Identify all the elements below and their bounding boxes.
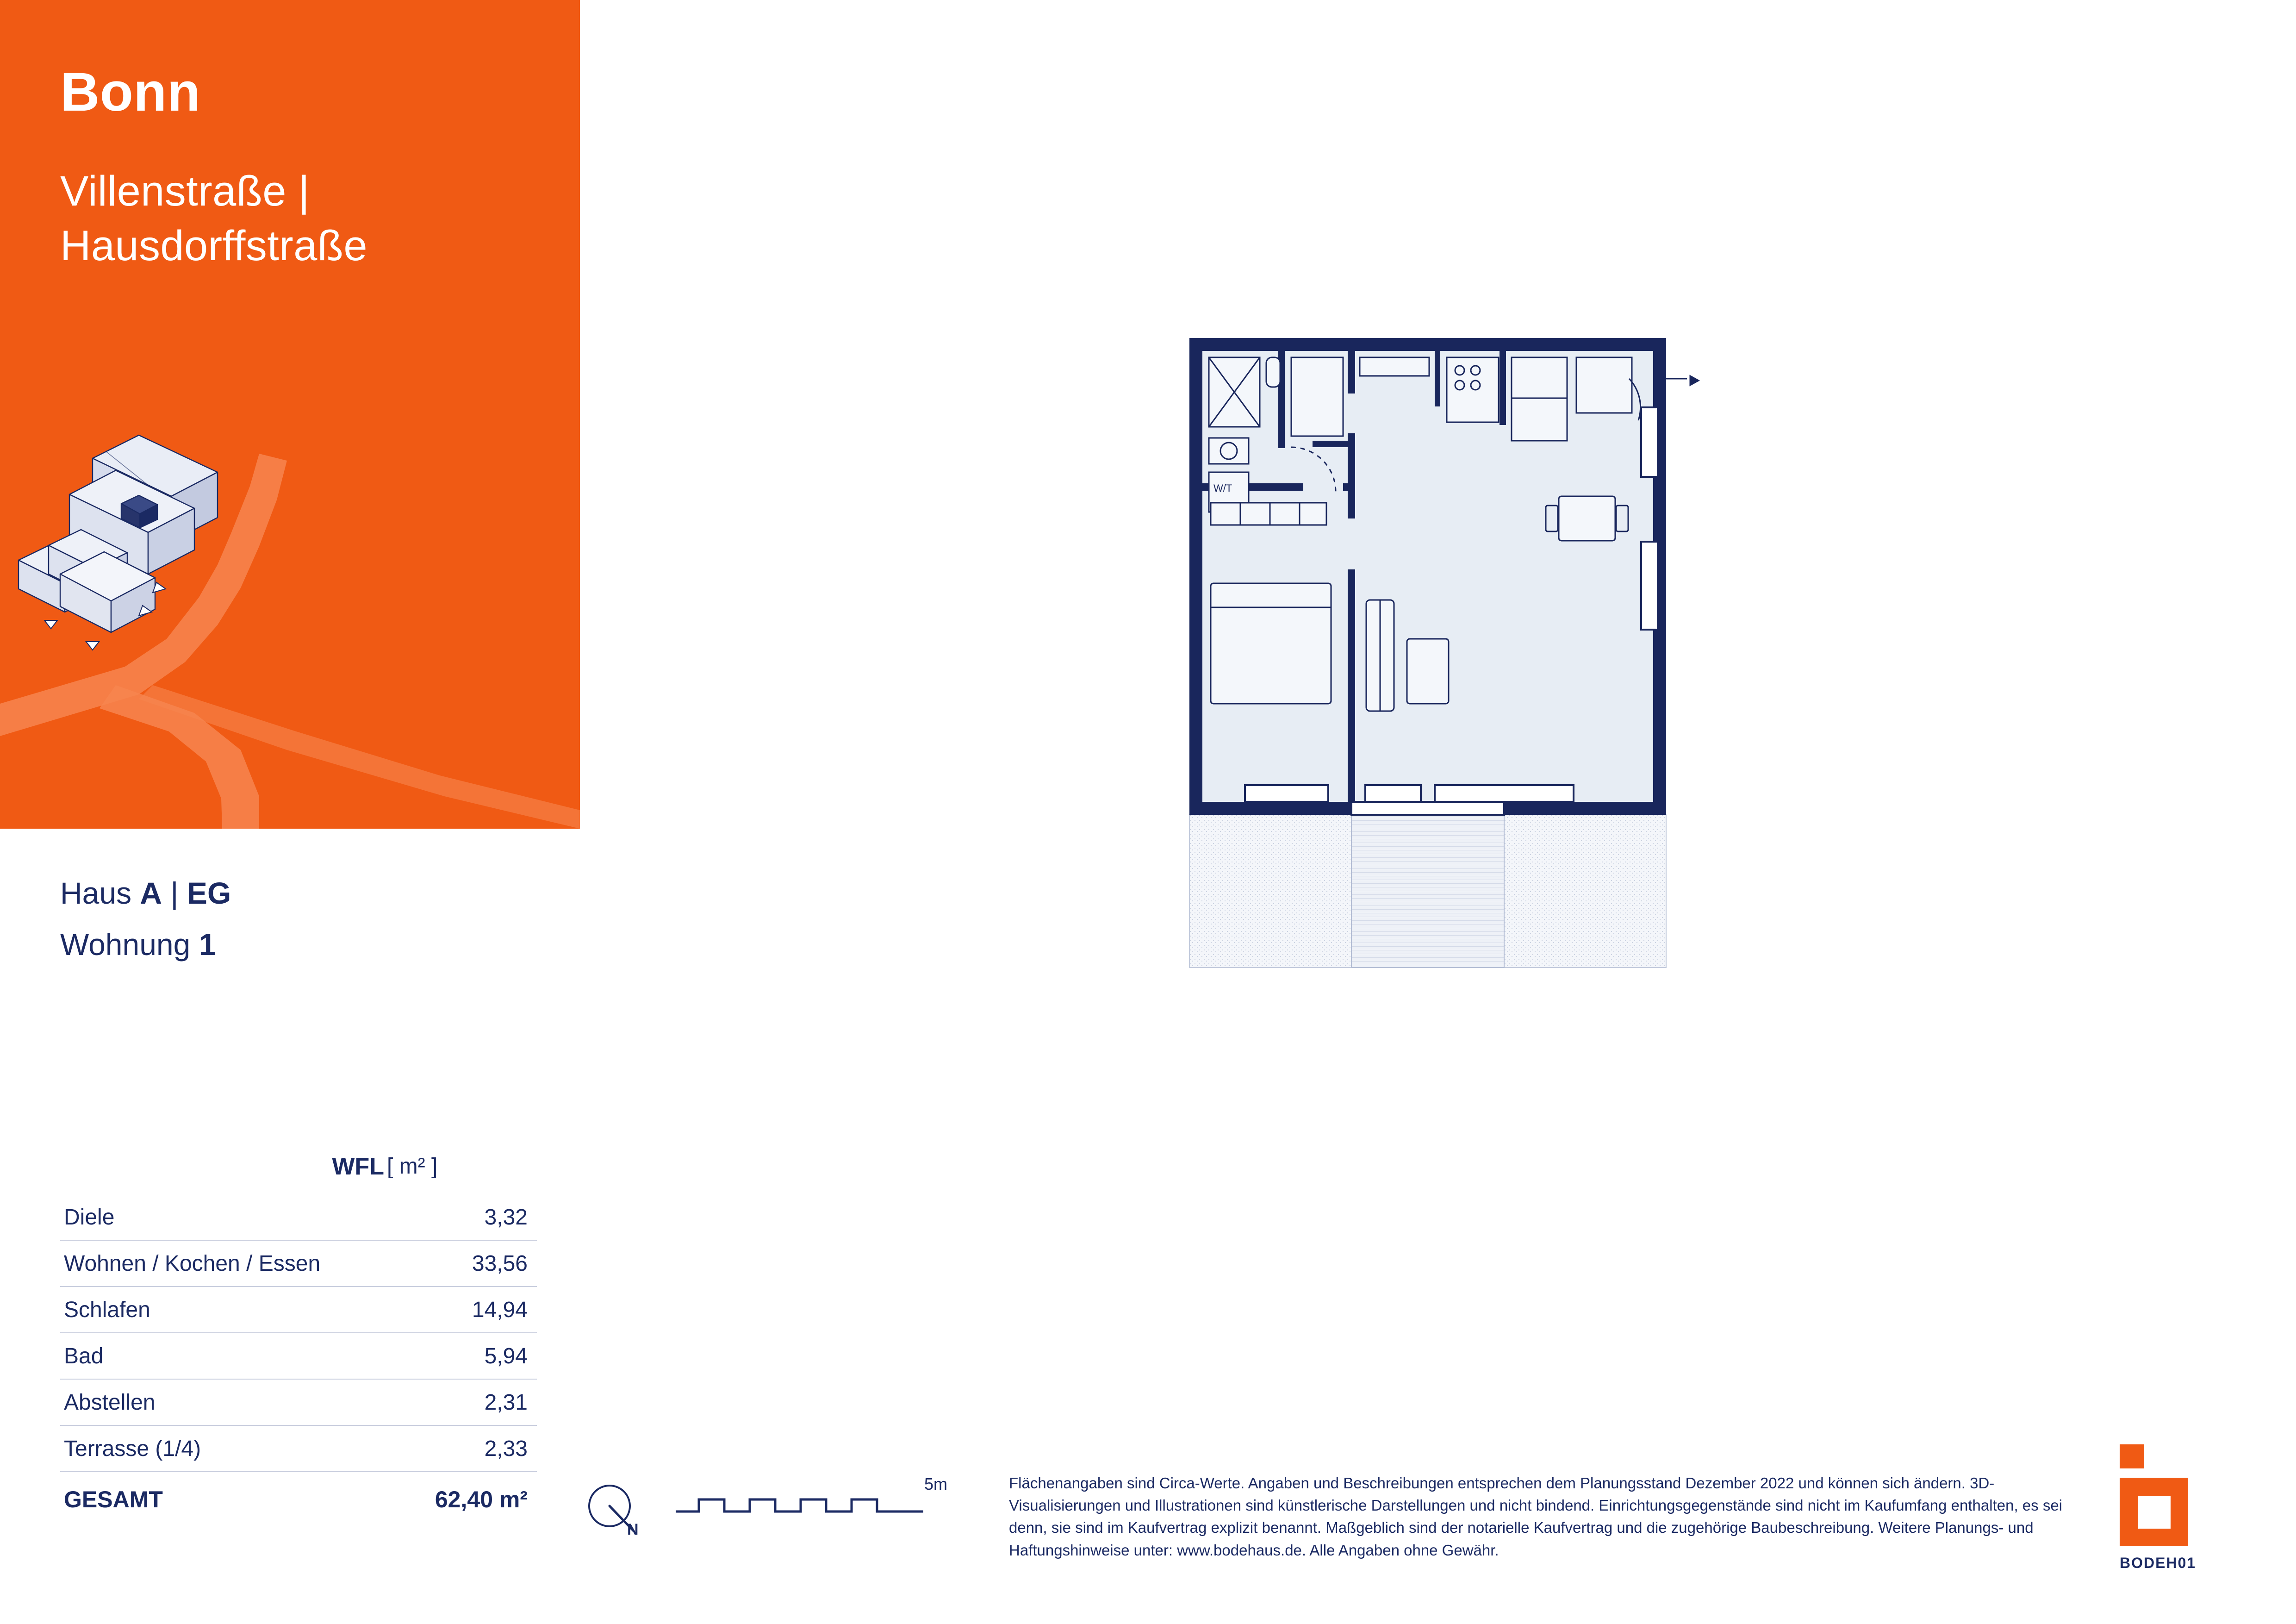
- street-line-2: Hausdorffstraße: [60, 222, 367, 269]
- terrace-door: [1351, 802, 1504, 815]
- scale-bar-icon: [671, 1479, 958, 1535]
- disclaimer-text: Flächenangaben sind Circa-Werte. Angaben und Beschreibungen entsprechen dem Planungsstand Dezember 2022 und können sich ändern. 3D-Visualisierungen und Illustrationen sind künstlerische Darstellungen und nicht bindend. Einrichtungsgegenstände sind nicht im Kaufumfang enthalten, es sei denn, sie sind im Kaufvertrag explizit benannt. Maßgeblich sind der notarielle Kaufvertrag und die zugehörige Baubeschreibung. Weitere Planungs- und Haftungshinweise unter: www.bodehaus.de. Alle Angaben ohne Gewähr.: [1009, 1474, 2063, 1559]
- area-table-header: [60, 1153, 537, 1194]
- caption-floor: EG: [187, 876, 231, 910]
- area-row-value: 5,94: [484, 1343, 528, 1368]
- area-row-value: 33,56: [472, 1251, 528, 1276]
- plan-caption: [60, 870, 231, 968]
- svg-text:W/T: W/T: [1213, 482, 1232, 494]
- area-row-value: 2,31: [484, 1390, 528, 1415]
- area-row-value: 2,33: [484, 1436, 528, 1461]
- logo-inner-square: [2138, 1496, 2171, 1529]
- area-row-name: Abstellen: [64, 1390, 156, 1415]
- caption-unit-number: 1: [199, 927, 216, 962]
- area-row-value: 3,32: [484, 1205, 528, 1230]
- caption-unit-line: [60, 922, 231, 968]
- street-line-1: Villenstraße |: [60, 168, 310, 215]
- area-total-row: [60, 1474, 537, 1525]
- hero-panel: [0, 0, 580, 829]
- table-row: [60, 1194, 537, 1241]
- page-subtitle-street: [60, 164, 367, 274]
- area-row-name: Diele: [64, 1205, 115, 1230]
- logo-wordmark: BODEH01: [2120, 1555, 2196, 1571]
- area-total-value: 62,40 m²: [435, 1487, 528, 1512]
- area-row-name: Bad: [64, 1343, 104, 1368]
- terrace-area: [1189, 815, 1666, 968]
- area-row-name: Terrasse (1/4): [64, 1436, 201, 1461]
- table-row: [60, 1426, 537, 1472]
- table-row: [60, 1380, 537, 1426]
- area-total-label: GESAMT: [64, 1487, 163, 1512]
- logo-small-square: [2120, 1444, 2144, 1468]
- caption-house-id: A: [140, 876, 162, 910]
- table-row: [60, 1287, 537, 1333]
- page-title-city: Bonn: [60, 62, 201, 123]
- caption-haus-label: Haus: [60, 876, 140, 910]
- apartment-floor-plan-drawing: [1176, 324, 1805, 1042]
- caption-wohnung-label: Wohnung: [60, 927, 199, 962]
- area-header-unit: [ m² ]: [387, 1154, 438, 1179]
- area-row-name: Wohnen / Kochen / Essen: [64, 1251, 321, 1276]
- table-row: [60, 1333, 537, 1380]
- caption-house-line: [60, 870, 231, 916]
- area-header-wfl: WFL: [332, 1153, 384, 1180]
- site-plan-illustration: [0, 380, 580, 829]
- caption-separator: |: [162, 876, 187, 910]
- logo-big-square: [2120, 1478, 2188, 1546]
- table-row: [60, 1241, 537, 1287]
- scale-bar-label: 5m: [924, 1474, 948, 1493]
- compass-north-label: N: [627, 1521, 639, 1538]
- bode-logo-icon: [2120, 1444, 2212, 1571]
- area-row-value: 14,94: [472, 1297, 528, 1322]
- area-row-name: Schlafen: [64, 1297, 150, 1322]
- area-table: [60, 1153, 537, 1525]
